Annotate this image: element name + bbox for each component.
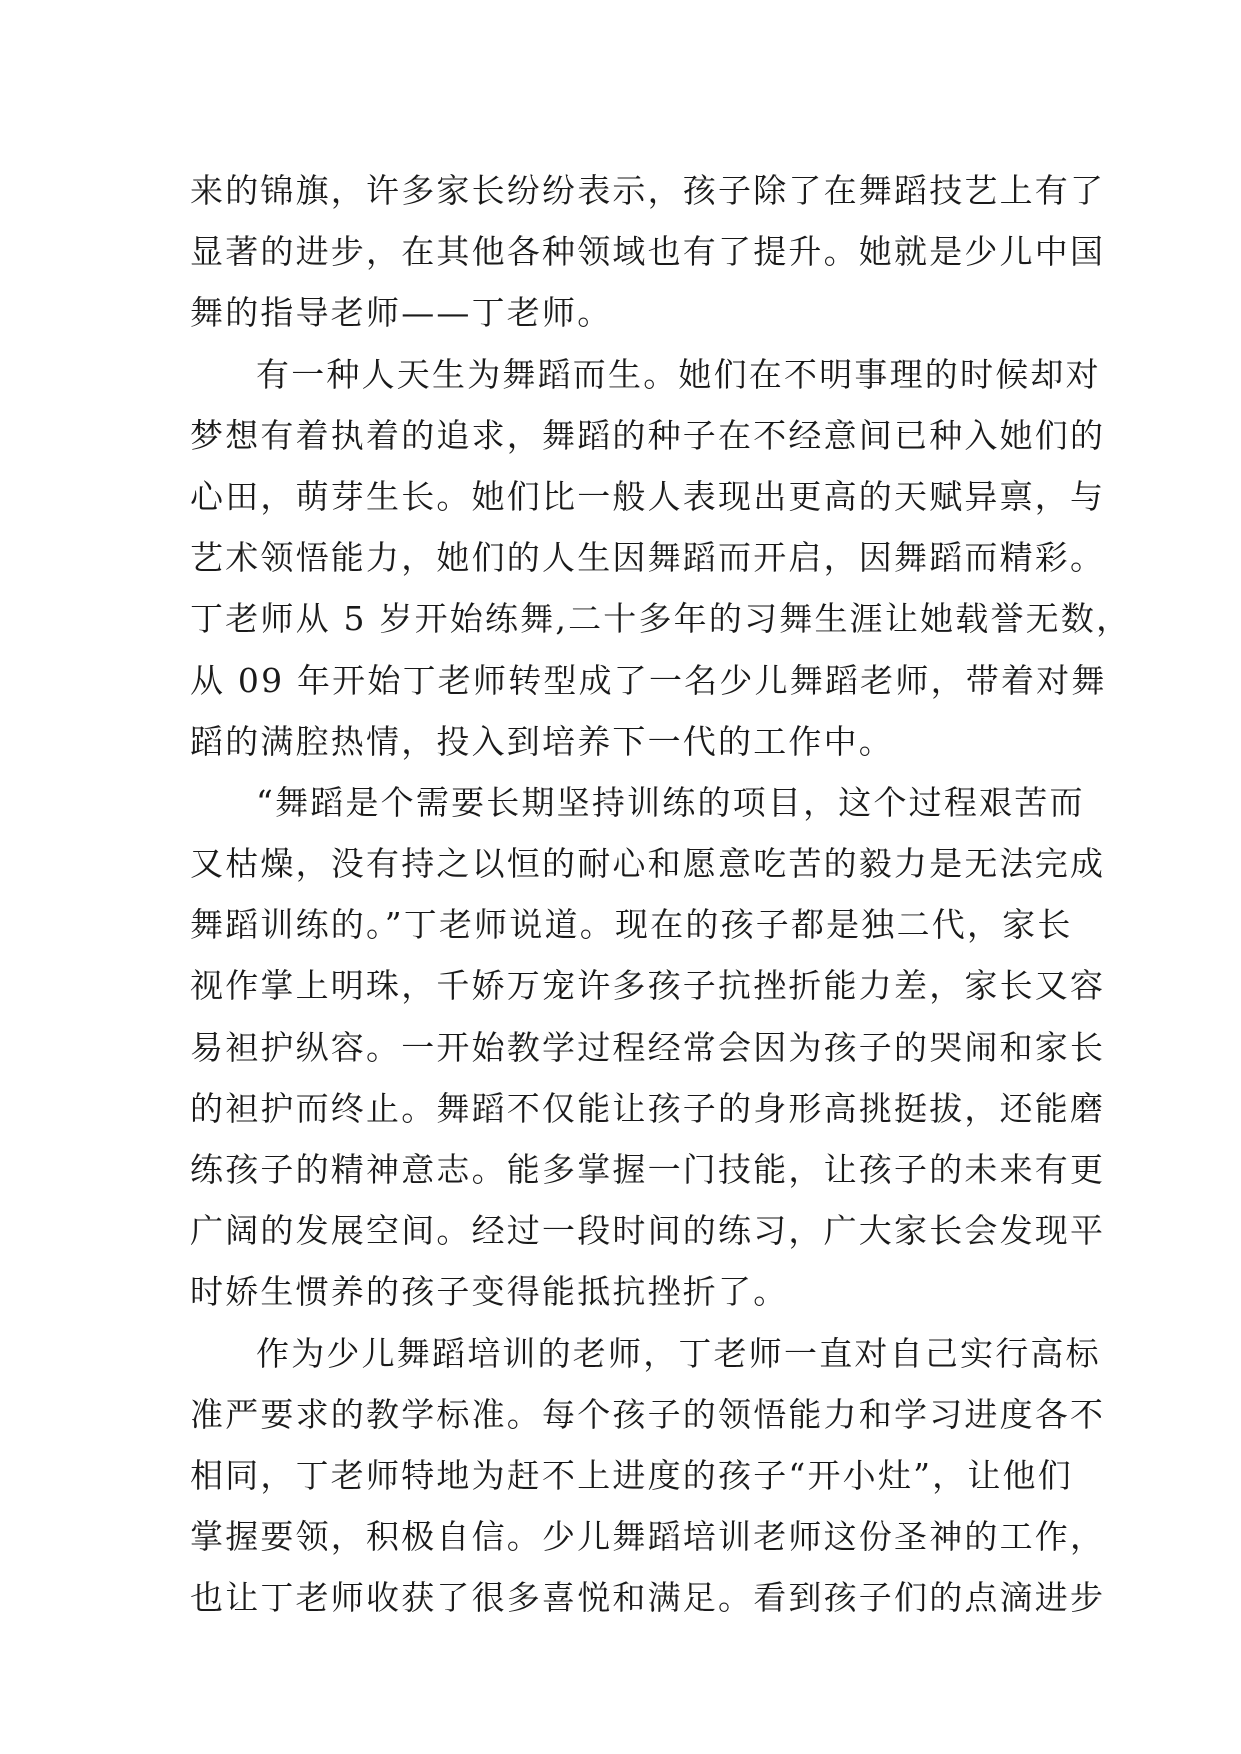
text-line: 易袒护纵容。一开始教学过程经常会因为孩子的哭闹和家长 [190,1027,1106,1067]
paragraph-first-line: 有一种人天生为舞蹈而生。她们在不明事理的时候却对 [256,354,1101,394]
text-line: 准严要求的教学标准。每个孩子的领悟能力和学习进度各不 [190,1394,1106,1434]
text-line: 也让丁老师收获了很多喜悦和满足。看到孩子们的点滴进步 [190,1578,1106,1618]
text-line: 掌握要领，积极自信。少儿舞蹈培训老师这份圣神的工作， [190,1517,1106,1557]
text-line: 舞的指导老师——丁老师。 [190,293,613,333]
text-line: 又枯燥，没有持之以恒的耐心和愿意吃苦的毅力是无法完成 [190,844,1106,884]
text-line: 的袒护而终止。舞蹈不仅能让孩子的身形高挑挺拔，还能磨 [190,1088,1106,1128]
paragraph-first-line: 作为少儿舞蹈培训的老师，丁老师一直对自己实行高标 [256,1333,1101,1373]
text-line: 从 09 年开始丁老师转型成了一名少儿舞蹈老师，带着对舞 [190,660,1107,700]
text-line: 显著的进步，在其他各种领域也有了提升。她就是少儿中国 [190,232,1106,272]
text-line: 来的锦旗，许多家长纷纷表示，孩子除了在舞蹈技艺上有了 [190,171,1106,210]
text-line: 舞蹈训练的。”丁老师说道。现在的孩子都是独二代，家长 [190,905,1073,945]
text-line: 练孩子的精神意志。能多掌握一门技能，让孩子的未来有更 [190,1150,1106,1189]
text-line: 梦想有着执着的追求，舞蹈的种子在不经意间已种入她们的 [190,415,1106,455]
text-line: 丁老师从 5 岁开始练舞,二十多年的习舞生涯让她载誉无数， [190,599,1132,639]
text-line: 心田，萌芽生长。她们比一般人表现出更高的天赋异禀，与 [190,476,1106,516]
document-body [190,160,1132,1629]
text-line: 视作掌上明珠，千娇万宠许多孩子抗挫折能力差，家长又容 [190,966,1106,1006]
paragraph-first-line: “舞蹈是个需要长期坚持训练的项目，这个过程艰苦而 [256,782,1085,822]
text-line: 艺术领悟能力，她们的人生因舞蹈而开启，因舞蹈而精彩。 [190,538,1106,578]
text-line: 时娇生惯养的孩子变得能抵抗挫折了。 [190,1272,789,1312]
text-line: 蹈的满腔热情，投入到培养下一代的工作中。 [190,721,894,761]
text-line: 广阔的发展空间。经过一段时间的练习，广大家长会发现平 [190,1211,1106,1251]
text-line: 相同，丁老师特地为赶不上进度的孩子“开小灶”，让他们 [190,1455,1073,1495]
